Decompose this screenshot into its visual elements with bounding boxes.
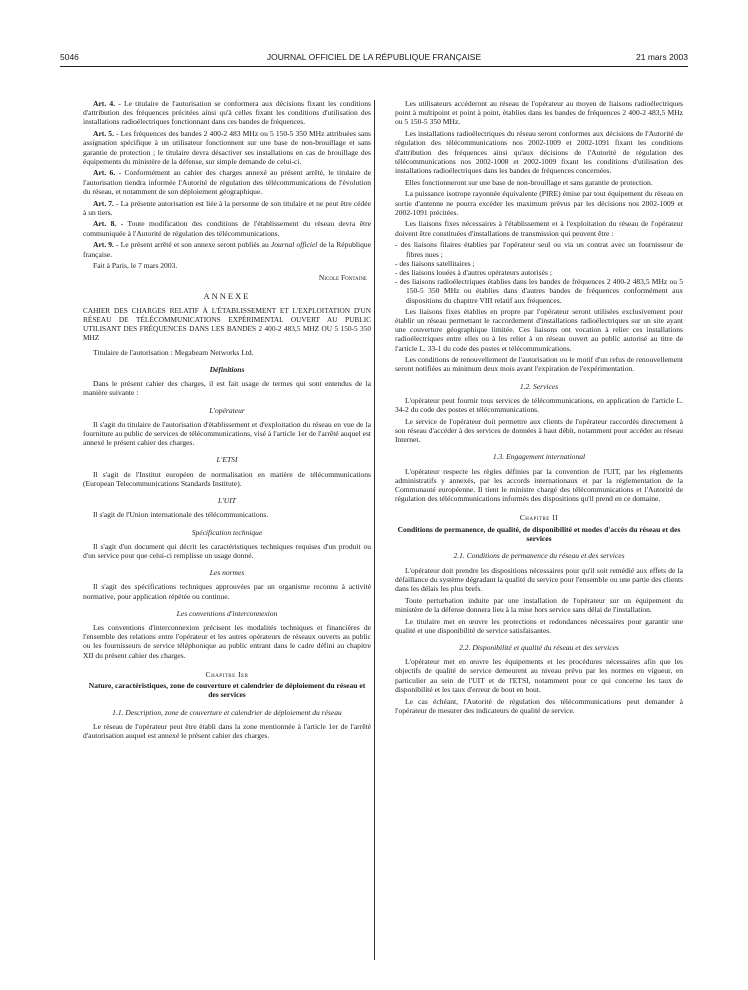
journal-name: Journal officiel [270,240,318,250]
column-divider [374,100,375,960]
paragraph: Le titulaire met en œuvre les protections et redondances nécessaires pour garantir une qualité et une disponibilité de service satisfaisantes. [395,616,683,635]
uit-text: Il s'agit de l'Union internationale des télécommunications. [93,510,269,520]
article-6 [83,168,371,196]
cahier-title: CAHIER DES CHARGES RELATIF À L'ÉTABLISSEMENT ET L'EXPLOITATION D'UN RÉSEAU DE TÉLÉCOMMUNICATIONS EXPÉRIMENTAL OUVERT AU PUBLIC UTILISANT DES FRÉQUENCES DANS LES BANDES 2 400-2 483,5 MHZ OU 5 150-5 350 MHZ [83,305,371,342]
chapter-1-title: Nature, caractéristiques, zone de couverture et calendrier de déploiement du réseau et des services [88,680,366,700]
list-item: - des liaisons satellitaires ; [395,259,683,268]
paragraph: Les installations radioélectriques du réseau seront conformes aux décisions de l'Autorité de régulation des télécommunications nos 2002-1009 et 2002-1091 fixant les conditions d'attribution des fréquences ainsi qu'aux décisions de l'Autorité de régulation des télécommunications nos 2002-1008 et 2002-1009 fixant les conditions d'utilisation des installations radioélectriques dans les bandes de fréquences concernées. [395,129,683,175]
spec-heading: Spécification technique [191,527,263,537]
definitions-intro: Dans le présent cahier des charges, il est fait usage de termes qui sont entendus de la manière suivante : [83,379,371,398]
paragraph: L'opérateur doit prendre les dispositions nécessaires pour qu'il soit remédié aux effets de la défaillance du système dégradant la qualité du service pour l'ensemble ou une partie des clients dans les délais les plus brefs. [395,565,683,594]
page-header [60,52,688,66]
uit-heading: L'UIT [218,496,236,506]
paragraph: L'opérateur respecte les règles définies par la convention de l'UIT, par les règlements administratifs y annexés, par les accords internationaux et par la réglementation de la Communauté européenne. Il tient le ministre chargé des télécommunications et l'Autorité de régulation des télécommunications informés des dispositions qu'il prend en ce domaine. [395,466,683,504]
article-text: - Conformément au cahier des charges annexé au présent arrêté, le titulaire de l'autorisation tiendra informée l'Autorité de régulation des télécommunications de l'évolution du réseau, et notamment de son déploiement géographique. [83,168,371,196]
article-7 [83,199,371,217]
section-1-3-heading: 1.3. Engagement international [492,452,586,462]
list-item: - des liaisons filaires établies par l'opérateur seul ou via un contrat avec un fournisseur de fibres nues ; [395,240,683,258]
section-1-1-text: Le réseau de l'opérateur peut être établi dans la zone mentionnée à l'article 1er de l'arrêté d'autorisation auquel est annexé le présent cahier des charges. [83,721,371,741]
paragraph: La puissance isotrope rayonnée équivalente (PIRE) émise par tout équipement du réseau en sortie d'antenne ne pourra excéder les maximum prévus par les décisions nos 2002-1009 et 2002-1091 précitées. [395,189,683,217]
article-5 [83,129,371,166]
article-number: Art. 6. [93,168,116,178]
article-text: - La présente autorisation est liée à la personne de son titulaire et ne peut être cédée à un tiers. [83,198,372,217]
page-number: 5046 [60,52,79,62]
normes-heading: Les normes [209,568,245,578]
chapter-1-label: Chapitre Ier [205,669,249,679]
definitions-heading: Définitions [209,365,245,375]
operateur-heading: L'opérateur [209,405,245,415]
paragraph: Le cas échéant, l'Autorité de régulation des télécommunications peut demander à l'opérateur de mesurer des indicateurs de qualité de service. [395,696,683,715]
article-4 [83,99,371,127]
header-rule [60,66,688,67]
chapter-2-title: Conditions de permanence, de qualité, de disponibilité et modes d'accès du réseau et des services [397,524,681,544]
titulaire: Titulaire de l'autorisation : Megabeam Networks Ltd. [93,347,254,357]
paragraph: Toute perturbation induite par une installation de l'opérateur sur un équipement du ministère de la défense donnera lieu à la mise hors service sans délai de l'installation. [395,595,683,614]
section-2-2-heading: 2.2. Disponibilité et qualité du réseau et des services [459,643,619,653]
article-text: - Le présent arrêté et son annexe seront publiés au [113,240,271,250]
article-number: Art. 9. [93,240,114,250]
article-number: Art. 5. [93,129,114,139]
spec-text: Il s'agit d'un document qui décrit les caractéristiques techniques requises d'un produit ou d'un service pour que celui-ci remplisse un usage donné. [83,541,371,560]
article-number: Art. 7. [93,198,114,208]
section-1-1-heading: 1.1. Description, zone de couverture et calendrier de déploiement du réseau [112,707,342,717]
article-number: Art. 4. [93,99,116,108]
article-text: - Toute modification des conditions de l'établissement du réseau devra être communiquée à l'Autorité de régulation des télécommunications. [83,219,372,238]
liaisons-list [395,240,683,304]
left-column [83,99,371,743]
normes-text: Il s'agit des spécifications techniques approuvées par un organisme reconnu à activité normative, pour application répétée ou continue. [83,582,371,601]
section-1-2-heading: 1.2. Services [519,381,559,391]
list-item: - des liaisons radioélectriques établies dans les bandes de fréquences 2 400-2 483,5 MHz ou 5 150-5 350 MHz ou établies dans d'autres bandes de fréquences conformément aux dispositions du chapitre VIII relatif aux fréquences. [395,277,683,305]
paragraph: Elles fonctionneront sur une base de non-brouillage et sans garantie de protection. [405,177,653,187]
article-text: - Le titulaire de l'autorisation se conformera aux décisions fixant les conditions d'attribution des fréquences précitées ainsi qu'à celles fixant les conditions d'utilisation des installations radioélectriques fonctionnant dans ces bandes de fréquences. [83,99,371,127]
section-2-1-heading: 2.1. Conditions de permanence du réseau et des services [453,551,625,561]
issue-date: 21 mars 2003 [636,52,688,62]
article-text: - Les fréquences des bandes 2 400-2 483 MHz ou 5 150-5 350 MHz attribuées sans assignation spécifique à un utilisateur fonctionnent sur une base de non-brouillage et sans garantie de protection ; le titulaire devra désactiver ses installations en cas de brouillage des équipements du ministère de la défense, sur simple demande de celui-ci. [83,129,371,166]
etsi-heading: L'ETSI [216,455,238,465]
etsi-text: Il s'agit de l'Institut européen de normalisation en matière de télécommunications (European Telecommunications Standards Institute). [83,469,371,488]
conventions-heading: Les conventions d'interconnexion [176,608,278,618]
paragraph: Le service de l'opérateur doit permettre aux clients de l'opérateur raccordés directement à son réseau d'accéder à des services de données à haut débit, notamment pour accéder au réseau Internet. [395,416,683,445]
paragraph: Les liaisons fixes nécessaires à l'établissement et à l'exploitation du réseau de l'opérateur doivent être constituées d'installations de transmission qui peuvent être : [395,219,683,238]
conventions-text: Les conventions d'interconnexion précisent les modalités techniques et financières de l'ensemble des relations entre l'opérateur et les autres opérateurs de réseaux ouverts au public ou les fournisseurs de service téléphonique au public entrant dans le cadre défini au chapitre XII du présent cahier des charges. [83,622,371,660]
article-8 [83,219,371,237]
operateur-text: Il s'agit du titulaire de l'autorisation d'établissement et d'exploitation du réseau en vue de la fourniture au public de services de télécommunications, visé à l'article 1er de l'arrêté auquel est annexé le présent cahier des charges. [83,419,371,448]
signature: Nicole Fontaine [318,273,367,283]
article-9 [83,240,371,258]
list-item: - des liaisons louées à d'autres opérateurs autorisés ; [395,268,683,277]
paragraph: L'opérateur peut fournir tous services de télécommunications, en application de l'article L. 34-2 du code des postes et télécommunications. [395,395,683,415]
article-text: de la République française. [83,240,371,259]
paragraph: Les utilisateurs accéderont au réseau de l'opérateur au moyen de liaisons radioélectriques point à multipoint et point à point, établies dans les bandes de fréquences 2 400-2 483,5 MHz ou 5 150-5 350 MHz. [395,99,683,127]
annexe-title: ANNEXE [203,290,251,301]
paragraph: L'opérateur met en œuvre les équipements et les procédures nécessaires afin que les objectifs de qualité de service demeurent au niveau prévu par les normes en vigueur, en particulier au sein de l'UIT et de l'ETSI, notamment pour ce qui concerne les taux de disponibilité et les taux d'erreur de bout en bout. [395,657,683,694]
signing-place-date: Fait à Paris, le 7 mars 2003. [93,261,178,271]
chapter-2-label: Chapitre II [519,513,559,523]
paragraph: Les conditions de renouvellement de l'autorisation ou le motif d'un refus de renouvellement seront notifiées au minimum deux mois avant l'expiration de l'expérimentation. [395,355,683,374]
paragraph: Les liaisons fixes établies en propre par l'opérateur seront utilisées exclusivement pour établir un réseau permettant le raccordement d'installations radioélectriques sur un site ayant une couverture géographique limitée. Ces liaisons ont vocation à relier ces installations radioélectriques entre elles ou à les relier à un réseau ouvert au public autorisé au titre de l'article L. 33-1 du code des postes et télécommunications. [395,306,683,353]
article-number: Art. 8. [93,219,117,229]
journal-title: JOURNAL OFFICIEL DE LA RÉPUBLIQUE FRANÇAISE [266,52,482,62]
right-column [395,99,683,717]
